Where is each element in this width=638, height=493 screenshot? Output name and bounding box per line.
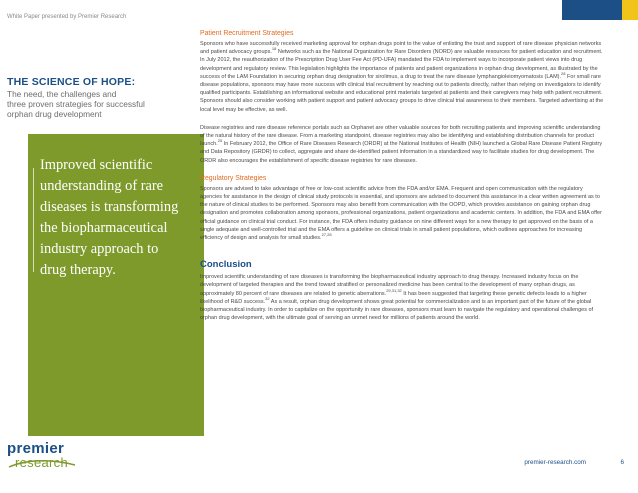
citation-ref: 32 — [265, 296, 270, 302]
citation-ref: 27,28 — [321, 232, 332, 238]
pull-quote-line: diseases is transforming — [40, 199, 179, 215]
sidebar-subtitle-line: The need, the challenges and — [7, 89, 117, 99]
citation-ref: 28 — [561, 70, 566, 76]
pull-quote-line: understanding of rare — [40, 178, 164, 194]
premier-research-logo — [7, 440, 77, 476]
paragraph — [200, 40, 606, 114]
pull-quote-line: Improved scientific — [40, 157, 153, 173]
paragraph-text: Networks such as the National Organization for Rare Disorders (NORD) are valuable resources for patient education and recruitment. In July 2012, the reauthorization of the Prescription Drug User Fee Act (PD-UFA) mandated the FDA to implement ways to incorporate patient views into drug development and regulatory review. This legislation highlights the importance of patients and patient organizations in orphan drug development, as illustrated by the success of the LAM Foundation in securing orphan drug designation for sirolimus, a drug to treat the rare disease lymphangioleiomyomatosis (LAM). — [200, 49, 603, 80]
citation-ref: 29,31,32 — [386, 287, 402, 293]
pull-quote-line: drug therapy. — [40, 262, 116, 278]
paragraph-text: Improved scientific understanding of rare diseases is transforming the biopharmaceutical industry approach to drug therapy. Increased industry focus on the development of targeted therapies and the trend toward stratified or personalized medicine has been central to the development of many orphan drugs, as approximately 80 percent of rare diseases are related to genetic aberrations. — [200, 274, 579, 297]
sidebar-subtitle-line: three proven strategies for successful — [7, 99, 145, 109]
pull-quote-box — [28, 134, 204, 436]
section-heading-patient-recruitment: Patient Recruitment Strategies — [200, 30, 294, 37]
paragraph — [200, 124, 606, 165]
paragraph — [200, 185, 606, 242]
paragraph-text: It has been suggested that targeting these genetic defects leads to a higher likelihood of R&D success. — [200, 290, 587, 305]
section-heading-conclusion: Conclusion — [200, 259, 252, 271]
paragraph-text: Sponsors who have successfully received marketing approval for orphan drugs point to the value of enlisting the trust and support of rare disease physician networks and patient advocacy groups. — [200, 41, 602, 56]
section-heading-regulatory: Regulatory Strategies — [200, 174, 267, 182]
paragraph-text: In February 2012, the Office of Rare Diseases Research (ORDR) at the National Institutes of Health (NIH) launched a Global Rare Disease Patient Registry and Data Repository (GRDR) to collect, aggregate and share de-identified patient information in a standardized way to facilitate studies for drug development. The ORDR also encourages the establishment of specific disease registries for rare diseases. — [200, 141, 603, 164]
footer-url[interactable]: premier-research.com — [524, 459, 586, 466]
page-number: 6 — [620, 459, 624, 466]
paragraph-text: Disease registries and rare disease reference portals such as Orphanet are other valuable sources for both recruiting patients and improving scientific understanding of the natural history of the rare disease. From a marketing standpoint, disease registries may also be identifying and establishing distribution channels for product launch. — [200, 124, 601, 148]
main-content — [200, 30, 606, 323]
pull-quote-line: the biopharmaceutical — [40, 220, 168, 236]
paragraph-text: For small rare disease populations, sponsors may have more success with clinical trial recruitment by reaching out to patients directly, rather than relying on investigators to identify qualified participants. Establishing an informational website and educational print materials targeted at patients and their caregivers may help with patient recruitment. Sponsors should also consider working with patient support and patient advocacy groups to drive clinical trial awareness to their members. Targeted advertising at the local level may be effective, as well. — [200, 73, 604, 113]
paragraph — [200, 273, 606, 322]
logo-word-premier: premier — [7, 440, 65, 457]
citation-ref: 25 — [217, 138, 223, 144]
paragraph-text: As a result, orphan drug development shows great potential for commercialization and is an important part of the future of the global biopharmaceutical industry. In order to capitalize on the opportunity in rare diseases, sponsors must learn to navigate the regulatory and operational challenges of orphan drug development, with the ultimate goal of serving an unmet need for millions of patients around the world. — [200, 298, 594, 322]
pull-quote-rule — [33, 168, 34, 272]
logo-word-research: research — [15, 455, 68, 470]
sidebar — [7, 76, 183, 119]
sidebar-title: THE SCIENCE OF HOPE: — [7, 76, 136, 88]
header-note: White Paper presented by Premier Research — [7, 14, 127, 20]
pull-quote-line: industry approach to — [40, 241, 159, 257]
sidebar-subtitle-line: orphan drug development — [7, 109, 102, 119]
citation-ref: 18 — [271, 46, 277, 52]
pull-quote-text — [40, 155, 200, 281]
corner-accent-bar — [622, 0, 638, 20]
paragraph-text: Sponsors are advised to take advantage of free or low-cost scientific advice from the FDA and/or EMA. Frequent and open communication with the regulatory agencies for assistance in the design of clinical study protocols is essential, and sponsors are advised to document this assistance in a clear written agreement as to the nature of clinical studies to be performed. Sponsors may also benefit from communication with the OOPD, which provides assistance on gaining orphan drug designation and promotes collaboration among sponsors, professional organizations, patient organizations and academic centers. In addition, the FDA and EMA offer official guidance on clinical trial conduct. For instance, the FDA offers industry guidance on nine different ways for a new therapy to get approved on the basis of a single adequate and well-controlled trial and the EMA offers a guideline on clinical trials in small patient populations, which outlines approaches for increasing efficiency of design and analysis for small studies. — [200, 185, 602, 242]
sidebar-subtitle — [7, 89, 183, 119]
